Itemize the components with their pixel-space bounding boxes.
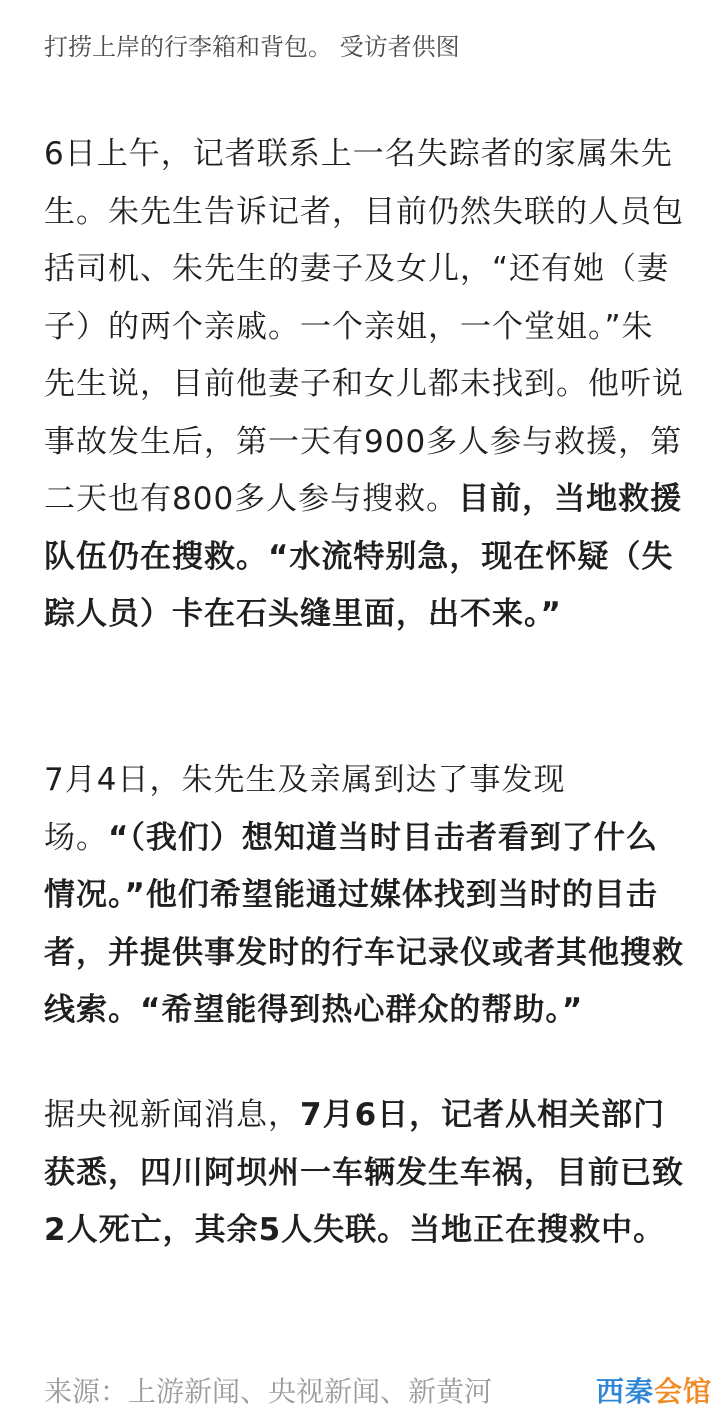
article-paragraph-1 — [44, 126, 684, 644]
article-paragraph-2 — [44, 752, 684, 1040]
watermark-part-2: 会馆 — [653, 1375, 712, 1408]
image-caption: 打捞上岸的行李箱和背包。 受访者供图 — [44, 33, 460, 61]
paragraph-text: 6日上午，记者联系上一名失踪者的家属朱先生。朱先生告诉记者，目前仍然失联的人员包括司机、朱先生的妻子及女儿，“还有她（妻子）的两个亲戚。一个亲姐，一个堂姐。”朱先生说，目前他妻子和女儿都未找到。他听说事故发生后，第一天有900多人参与救援，第二天也有800多人参与搜救。 — [44, 136, 684, 517]
source-credit: 来源：上游新闻、央视新闻、新黄河 — [44, 1375, 493, 1408]
paragraph-bold-text: 7月6日，记者从相关部门获悉，四川阿坝州一车辆发生车祸，目前已致2人死亡，其余5人失联。当地正在搜救中。 — [44, 1097, 684, 1248]
article-paragraph-3 — [44, 1087, 684, 1260]
paragraph-bold-text: 目前，当地救援队伍仍在搜救。“水流特别急，现在怀疑（失踪人员）卡在石头缝里面，出不来。” — [44, 481, 683, 632]
paragraph-bold-text: “（我们）想知道当时目击者看到了什么情况。”他们希望能通过媒体找到当时的目击者，并提供事发时的行车记录仪或者其他搜救线索。“希望能得到热心群众的帮助。” — [44, 819, 684, 1028]
paragraph-text: 7月4日，朱先生及亲属到达了事发现场。 — [44, 762, 566, 856]
watermark-logo — [596, 1374, 712, 1410]
watermark-part-1: 西秦 — [595, 1375, 654, 1408]
paragraph-text: 据央视新闻消息， — [44, 1097, 300, 1133]
